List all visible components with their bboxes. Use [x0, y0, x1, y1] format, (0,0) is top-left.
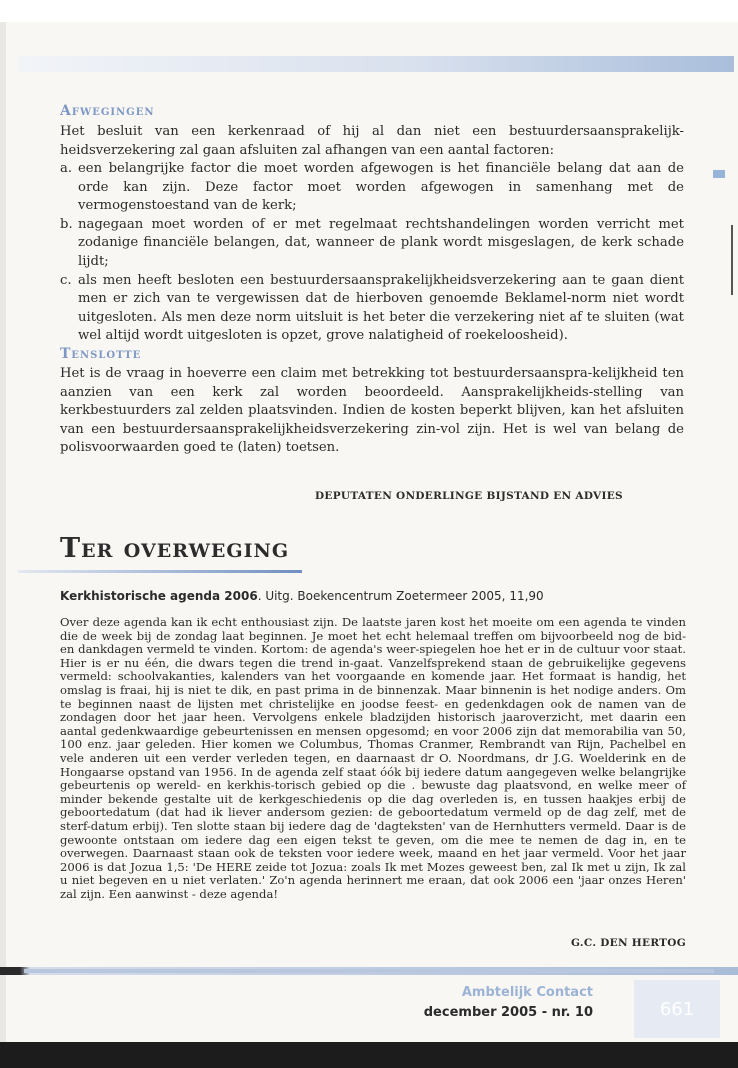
issue-label: december 2005 - nr. 10 — [423, 1005, 593, 1020]
book-reference — [60, 589, 544, 603]
page-left-edge — [0, 22, 6, 1042]
page-number: 661 — [659, 998, 695, 1020]
list-item-text: een belangrijke factor die moet worden afgewogen is het financiële belang dat aan de orde kan zijn. Deze factor moet worden afgewogen in samenhang met de vermogenstoestand van de kerk; — [78, 161, 684, 214]
book-details: . Uitg. Boekencentrum Zoetermeer 2005, 11,90 — [257, 589, 544, 603]
book-title: Kerkhistorische agenda 2006 — [60, 589, 258, 603]
list-item-label: b. — [60, 216, 73, 232]
section-tenslotte-paragraph: Het is de vraag in hoeverre een claim met betrekking tot bestuurdersaanspra-kelijkheid ten aanzien van een kerk zal worden beoordeeld. Aansprakelijkheids-stelling van kerkbestuurders zal zelden plaatsvinden. Indien de kosten beperkt blijven, kan het afsluiten van een bestuurdersaansprakelijkheidsverzekering zin-vol zijn. Het is wel van belang de polisvoorwaarden goed te (laten) toetsen. — [60, 366, 684, 456]
title-underline — [18, 570, 302, 573]
section-heading-tenslotte: Tenslotte — [60, 346, 142, 362]
factor-list — [60, 160, 684, 346]
section-intro-paragraph: Het besluit van een kerkenraad of hij al dan niet een bestuurdersaansprakelijk-heidsverzekering zal gaan afsluiten zal afhangen van een aantal factoren: — [60, 124, 684, 158]
section-heading-afwegingen: Afwegingen — [60, 103, 155, 119]
footer-rule-inner — [24, 969, 714, 973]
list-item — [60, 160, 684, 216]
right-margin-rule — [731, 225, 733, 295]
list-item-text: nagegaan moet worden of er met regelmaat rechtshandelingen worden verricht met zodanige financiële belangen, dat, wanneer de plank wordt misgeslagen, de kerk schade lijdt; — [78, 216, 684, 269]
scan-top-border — [0, 0, 738, 22]
list-item-label: c. — [60, 272, 72, 288]
scan-bottom-border — [0, 1042, 738, 1068]
list-item-text: als men heeft besloten een bestuurdersaansprakelijkheidsverzekering aan te gaan dient men er zich van te vergewissen dat de hierboven genoemde Beklamel-norm niet wordt uitgesloten. Als men deze norm uitsluit is het beter die verzekering niet af te sluiten (wat wel altijd wordt uitgesloten is opzet, grove nalatigheid of roekeloosheid). — [78, 272, 684, 344]
list-item — [60, 272, 684, 346]
book-review-text: Over deze agenda kan ik echt enthousiast zijn. De laatste jaren kost het moeite om een agenda te vinden die de week bij de zondag laat beginnen. Je moet het echt helemaal treffen om bijvoorbeeld nog de bid- en dankdagen vermeld te vinden. Kortom: de agenda's weer-spiegelen hoe het er in de cultuur voor staat. Hier is er nu één, die dwars tegen die trend in-gaat. Vanzelfsprekend staan de gebruikelijke gegevens vermeld: schoolvakanties, kalenders van het voorgaande en komende jaar. Het formaat is handig, het omslag is fraai, hij is niet te dik, en past prima in de binnenzak. Maar binnenin is het nodige anders. Om te beginnen naast de lijsten met christelijke en joodse feest- en gedenkdagen ook de namen van de zondagen door het jaar heen. Vervolgens enkele bladzijden historisch jaaroverzicht, met daarin een aantal gedenkwaardige gebeurtenissen en mensen opgesomd; en voor 2006 zijn dat memorabilia van 50, 100 enz. jaar geleden. Hier komen we Columbus, Thomas Cranmer, Rembrandt van Rijn, Pachelbel en vele anderen uit een verder verleden tegen, en daarnaast dr O. Noordmans, dr J.G. Woelderink en de Hongaarse opstand van 1956. In de agenda zelf staat óók bij iedere datum aangegeven welke belangrijke gebeurtenis op wereld- en kerkhis-torisch gebied op die . bewuste dag plaatsvond, en welke meer of minder bekende gestalte uit de kerkgeschiedenis op die dag overleden is, en tussen haakjes erbij de geboortedatum (dat had ik liever andersom gezien: de geboortedatum vermeld op de dag zelf, met de sterf-datum erbij). Ten slotte staan bij iedere dag de 'dagteksten' van de Hernhutters vermeld. Daar is de gewoonte ontstaan om iedere dag een eigen tekst te geven, om die mee te nemen de dag in, en te overwegen. Daarnaast staan ook de teksten voor iedere week, maand en het jaar vermeld. Voor het jaar 2006 is dat Jozua 1,5: 'De HERE zeide tot Jozua: zoals Ik met Mozes geweest ben, zal Ik met u zijn, Ik zal u niet begeven en u niet verlaten.' Zo'n agenda herinnert me eraan, dat ook 2006 een 'jaar onzes Heren' zal zijn. Een aanwinst - deze agenda! — [60, 615, 686, 901]
deputaten-signature: DEPUTATEN ONDERLINGE BIJSTAND EN ADVIES — [315, 490, 623, 502]
reviewer-signature: G.C. DEN HERTOG — [571, 937, 686, 949]
column-title: Ter overweging — [60, 533, 290, 564]
list-item-label: a. — [60, 161, 73, 176]
magazine-name: Ambtelijk Contact — [461, 985, 593, 1000]
page-number-box — [634, 980, 720, 1038]
header-color-bar — [18, 56, 734, 72]
list-item — [60, 216, 684, 272]
side-tab-marker — [713, 170, 725, 178]
